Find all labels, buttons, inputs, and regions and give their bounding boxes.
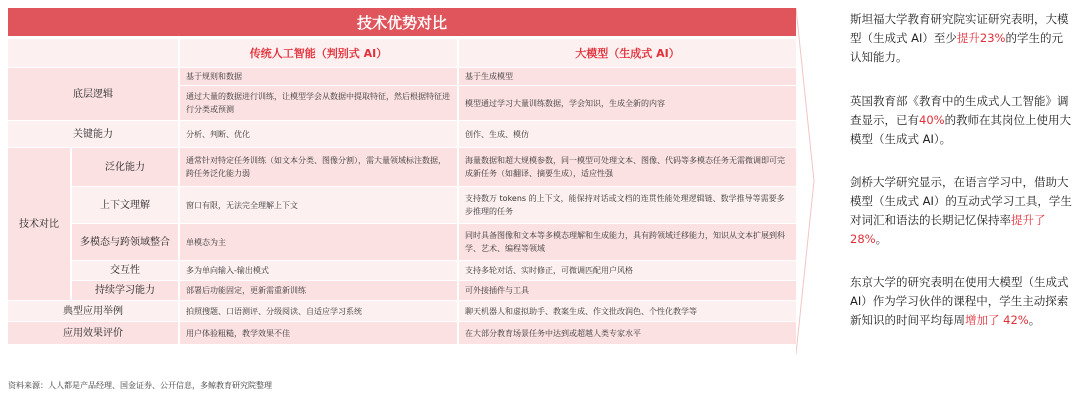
row-label-effect: 应用效果评价 <box>8 322 178 344</box>
llm-cell: 创作、生成、模仿 <box>459 121 796 147</box>
header-empty-cell <box>8 39 178 67</box>
trad-cell: 单模态为主 <box>180 224 457 260</box>
trad-cell: 窗口有限，无法完全理解上下文 <box>180 187 457 223</box>
llm-cell: 模型通过学习大量训练数据，学会知识，生成全新的内容 <box>459 86 796 120</box>
llm-cell: 支持多轮对话、实时修正，可微调匹配用户风格 <box>459 261 796 280</box>
row-context <box>8 187 796 223</box>
row-effect <box>8 322 796 344</box>
trad-cell: 用户体验粗糙，教学效果不佳 <box>180 322 457 344</box>
row-multimodal <box>8 224 796 260</box>
row-interactivity <box>8 261 796 280</box>
finding-highlight: 40% <box>919 113 945 127</box>
llm-cell: 可外接插件与工具 <box>459 281 796 300</box>
row-continual-learning <box>8 281 796 300</box>
chevron-divider-icon <box>796 8 816 354</box>
row-label-base-logic: 底层逻辑 <box>8 68 178 120</box>
sub-label: 持续学习能力 <box>72 281 178 300</box>
llm-cell: 支持数万 tokens 的上下文，能保持对话或文档的连贯性能处理逻辑链、数学推导等需要多步推理的任务 <box>459 187 796 223</box>
trad-cell: 通常针对特定任务训练（如文本分类、图像分割），需大量领域标注数据，跨任务泛化能力弱 <box>180 148 457 186</box>
finding-cambridge: 剑桥大学研究显示，在语言学习中，借助大模型（生成式 AI）的互动式学习工具，学生对词汇和语法的长期记忆保持率提升了 28%。 <box>850 175 1072 246</box>
finding-tokyo: 东京大学的研究表明在使用大模型（生成式 AI）作为学习伙伴的课程中，学生主动探索新知识的时间平均每周增加了 42%。 <box>850 275 1069 327</box>
finding-uk-dfe: 英国教育部《教育中的生成式人工智能》调查显示，已有40%的教师在其岗位上使用大模型（生成式 AI）。 <box>850 94 1072 146</box>
finding-stanford: 斯坦福大学教育研究院实证研究表明，大模型（生成式 AI）至少提升23%的学生的元认知能力。 <box>850 12 1069 64</box>
sub-label: 泛化能力 <box>72 148 178 186</box>
sub-label: 交互性 <box>72 261 178 280</box>
row-label-tech-compare: 技术对比 <box>8 148 70 300</box>
table-header-row <box>8 39 796 67</box>
row-base-logic <box>8 68 796 120</box>
table-title: 技术优势对比 <box>8 8 796 36</box>
row-use-cases <box>8 301 796 321</box>
sub-label: 多模态与跨领域整合 <box>72 224 178 260</box>
llm-cell: 聊天机器人和虚拟助手、教案生成、作文批改润色、个性化教学等 <box>459 301 796 321</box>
trad-cell: 拍照搜题、口语测评、分级阅读、自适应学习系统 <box>180 301 457 321</box>
trad-cell: 通过大量的数据进行训练，让模型学会从数据中提取特征，然后根据特征进行分类或预测 <box>180 86 457 120</box>
trad-cell: 部署后功能固定，更新需重新训练 <box>180 281 457 300</box>
trad-cell: 多为单向输入-输出模式 <box>180 261 457 280</box>
trad-cell: 分析、判断、优化 <box>180 121 457 147</box>
row-label-key-ability: 关键能力 <box>8 121 178 147</box>
header-traditional-ai: 传统人工智能（判别式 AI） <box>180 39 457 67</box>
source-note: 资料来源：人人都是产品经理、国金证券、公开信息，多鲸教育研究院整理 <box>8 381 272 390</box>
llm-cell: 海量数据和超大规模参数，同一模型可处理文本、图像、代码等多模态任务无需微调即可完成新任务（如翻译、摘要生成），适应性强 <box>459 148 796 186</box>
header-llm: 大模型（生成式 AI） <box>459 39 796 67</box>
finding-highlight: 提升了 28% <box>850 213 1046 246</box>
llm-cell: 同时具备图像和文本等多模态理解和生成能力，具有跨领域迁移能力，知识从文本扩展到科学、艺术、编程等领域 <box>459 224 796 260</box>
trad-cell: 基于规则和数据 <box>180 68 457 85</box>
row-generalization <box>8 148 796 186</box>
finding-highlight: 提升23% <box>956 31 1006 45</box>
finding-highlight: 增加了 42% <box>965 313 1029 327</box>
llm-cell: 在大部分教育场景任务中达到或超越人类专家水平 <box>459 322 796 344</box>
sub-label: 上下文理解 <box>72 187 178 223</box>
row-label-use-cases: 典型应用举例 <box>8 301 178 321</box>
llm-cell: 基于生成模型 <box>459 68 796 85</box>
row-key-ability <box>8 121 796 147</box>
